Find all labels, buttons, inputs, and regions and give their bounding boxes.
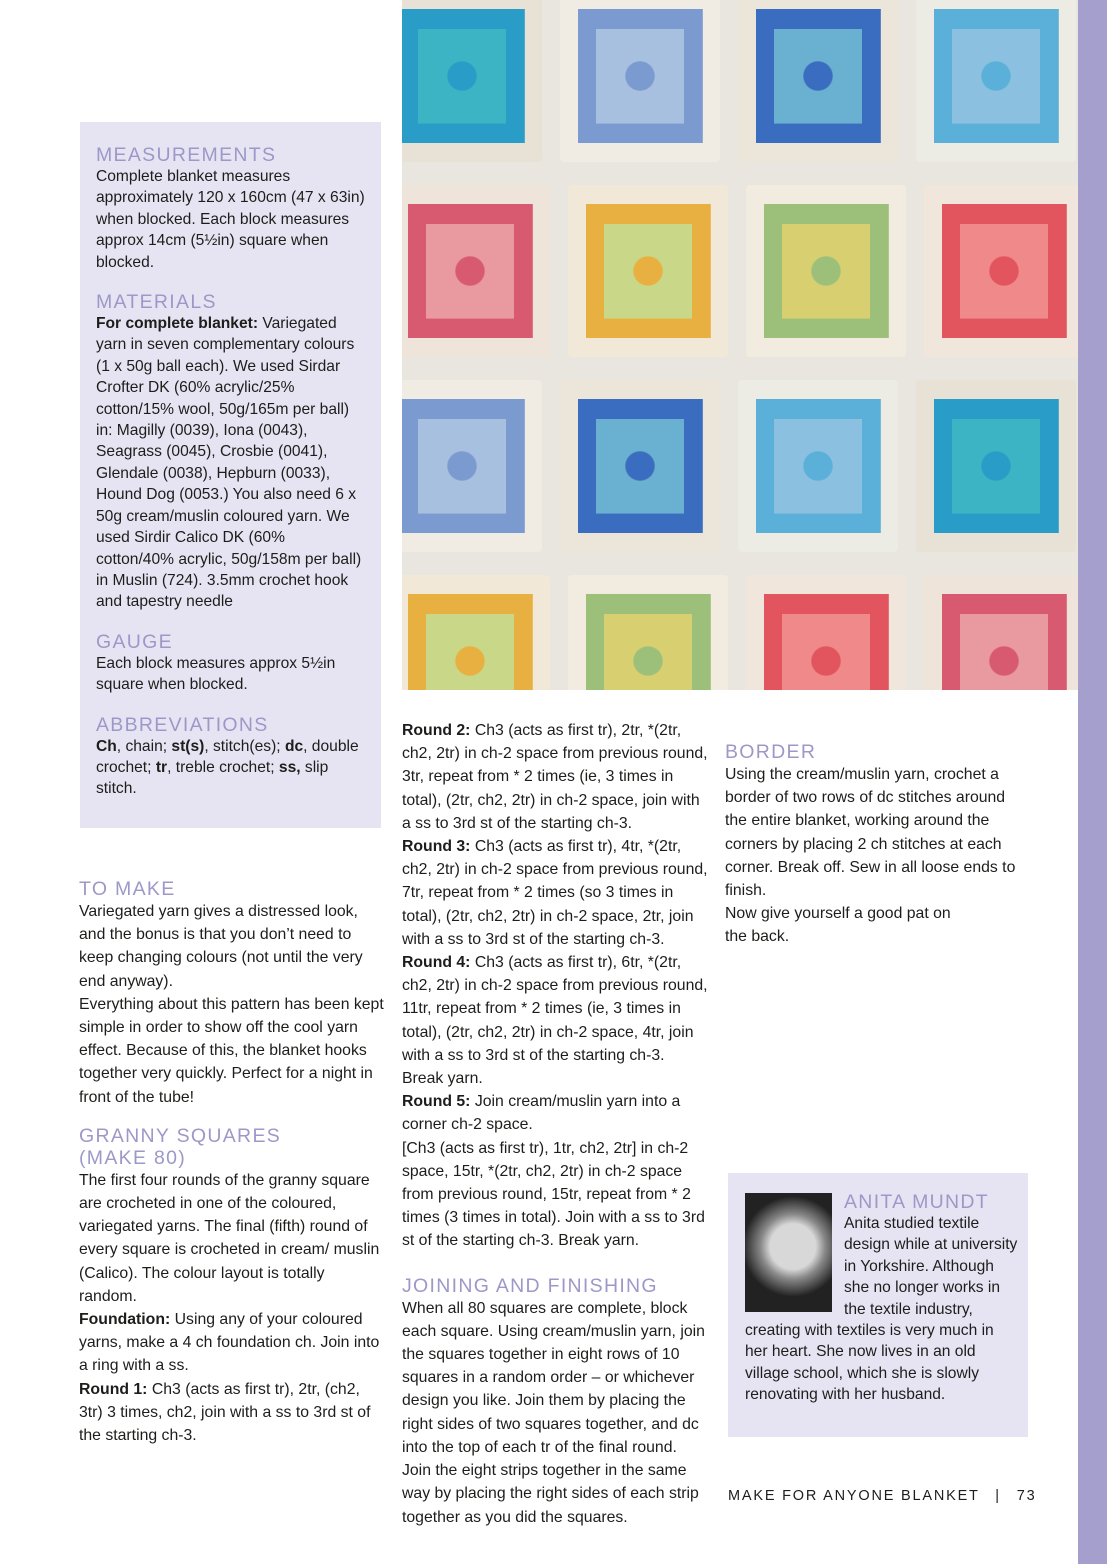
granny-square xyxy=(568,575,728,690)
column-2 xyxy=(402,719,708,1529)
granny-square xyxy=(402,575,550,690)
footer-title: MAKE FOR ANYONE BLANKET xyxy=(728,1488,980,1504)
granny-square xyxy=(746,575,906,690)
to-make-p1: Variegated yarn gives a distressed look, and the bonus is that you don’t need to keep changing colours (not until the very end anyway). xyxy=(79,903,363,990)
granny-square xyxy=(560,0,720,162)
page-number: 73 xyxy=(1016,1488,1037,1504)
step-round-1 xyxy=(79,1378,385,1448)
materials-heading: MATERIALS xyxy=(96,291,217,314)
abbr: dc xyxy=(284,737,304,755)
border-p2: Now give yourself a good pat on the back. xyxy=(725,905,951,946)
footer-separator: | xyxy=(995,1488,1001,1504)
granny-square xyxy=(402,380,542,552)
step-label: Round 5: xyxy=(402,1093,471,1111)
granny-squares-photo xyxy=(402,0,1078,690)
granny-square xyxy=(924,575,1078,690)
designer-name: ANITA MUNDT xyxy=(844,1191,990,1213)
measurements-text: Complete blanket measures approximately 120 x 160cm (47 x 63in) when blocked. Each block measures approx 14cm (5½in) square when blocked. xyxy=(96,168,365,271)
gauge-text: Each block measures approx 5½in square when blocked. xyxy=(96,654,336,694)
materials-body: Variegated yarn in seven complementary colours (1 x 50g ball each). We used Sirdar Crofter DK (60% acrylic/25% cotton/15% wool, 50g/165m per ball) in: Magilly (0039), Iona (0043), Seagrass (0045), Crosbie (0041), Glendale (0038), Hepburn (0033), Hound Dog (0053.) You also need 6 x 50g cream/muslin coloured yarn. We used Sirdir Calico DK (60% cotton/40% acrylic, 50g/158m per ball) in Muslin (724). 3.5mm crochet hook and tapestry needle xyxy=(96,315,362,611)
abbr: ss, xyxy=(278,758,301,776)
page-edge-color-bar xyxy=(1078,0,1107,1564)
abbr-def: , chain; xyxy=(116,737,172,755)
abbreviations-heading: ABBREVIATIONS xyxy=(96,713,269,736)
round-5-continued: [Ch3 (acts as first tr), 1tr, ch2, 2tr] in ch-2 space, 15tr, *(2tr, ch2, 2tr) in ch-2 space from previous round, 15tr, repeat from * 2 times (3 times in total). Join with a ss to 3rd st of the starting ch-3. Break yarn. xyxy=(402,1139,705,1250)
abbr-def: , double crochet; xyxy=(96,737,359,776)
abbr-def: , stitch(es); xyxy=(204,737,285,755)
step-round-2 xyxy=(402,719,708,835)
granny-square xyxy=(738,380,898,552)
abbr: Ch xyxy=(96,737,117,755)
step-text: Ch3 (acts as first tr), 2tr, *(2tr, ch2, 2tr) in ch-2 space from previous round, 3tr, repeat from * 2 times (ie, 3 times in total), (2tr, ch2, 2tr) in ch-2 space, join with a ss to 3rd st of the starting ch-3. xyxy=(402,722,708,832)
step-text: Ch3 (acts as first tr), 6tr, *(2tr, ch2, 2tr) in ch-2 space from previous round, 11tr, repeat from * 2 times (ie, 3 times in total), (2tr, ch2, 2tr) in ch-2 space, 4tr, join with a ss to 3rd st of the starting ch-3. Break yarn. xyxy=(402,954,708,1088)
gauge-heading: GAUGE xyxy=(96,630,173,653)
step-round-4 xyxy=(402,951,708,1090)
abbr: tr xyxy=(155,758,168,776)
step-foundation xyxy=(79,1308,385,1378)
granny-square xyxy=(402,0,542,162)
column-3 xyxy=(725,719,1025,949)
abbr-def: , treble crochet; xyxy=(167,758,279,776)
measurements-heading: MEASUREMENTS xyxy=(96,144,277,166)
step-label: Round 4: xyxy=(402,954,471,972)
step-label: Foundation: xyxy=(79,1311,171,1329)
step-label: Round 2: xyxy=(402,722,471,739)
granny-heading: GRANNY SQUARES (MAKE 80) xyxy=(79,1124,282,1169)
designer-bio-box xyxy=(728,1173,1028,1437)
granny-square xyxy=(738,0,898,162)
granny-square xyxy=(568,185,728,357)
to-make-heading: TO MAKE xyxy=(79,878,176,900)
to-make-p2: Everything about this pattern has been kept simple in order to show off the cool yarn effect. Because of this, the blanket hooks together very quickly. Perfect for a night in front of the tube! xyxy=(79,995,384,1106)
joining-text: When all 80 squares are complete, block each square. Using cream/muslin yarn, join the squares together in eight rows of 10 squares in a random order – or whichever design you like. Join them by placing the right sides of two squares together, and dc into the top of each tr of the final round. Join the eight strips together in the same way by placing the right sides of each strip together as you did the squares. xyxy=(402,1299,705,1526)
step-text: Using any of your coloured yarns, make a 4 ch foundation ch. Join into a ring with a ss. xyxy=(79,1311,380,1375)
abbr-def: slip stitch. xyxy=(96,758,329,798)
granny-square xyxy=(560,380,720,552)
materials-text xyxy=(96,313,367,613)
granny-square xyxy=(402,185,550,357)
materials-lead: For complete blanket: xyxy=(96,315,259,333)
step-label: Round 3: xyxy=(402,838,471,856)
abbr: st(s) xyxy=(171,737,205,755)
pattern-info-box xyxy=(80,122,381,828)
step-label: Round 1: xyxy=(79,1380,148,1398)
column-1 xyxy=(79,878,385,1447)
border-heading: BORDER xyxy=(725,741,817,763)
page-footer xyxy=(728,1488,1036,1504)
joining-heading: JOINING AND FINISHING xyxy=(402,1274,658,1297)
border-p1: Using the cream/muslin yarn, crochet a border of two rows of dc stitches around the entire blanket, working around the corners by placing 2 ch stitches at each corner. Break off. Sew in all loose ends to finish. xyxy=(725,766,1016,900)
granny-square xyxy=(924,185,1078,357)
granny-square xyxy=(916,0,1076,162)
step-round-3 xyxy=(402,835,708,951)
abbreviations-text xyxy=(96,736,367,800)
step-text: Ch3 (acts as first tr), 2tr, (ch2, 3tr) 3 times, ch2, join with a ss to 3rd st of the starting ch-3. xyxy=(79,1380,371,1445)
granny-square xyxy=(916,380,1076,552)
designer-portrait xyxy=(745,1193,832,1312)
granny-square xyxy=(746,185,906,357)
designer-bio-text: Anita studied textile design while at university in Yorkshire. Although she no longer works in the textile industry, creating with textiles is very much in her heart. She now lives in an old village school, which she is slowly renovating with her husband. xyxy=(745,1215,1018,1404)
step-text: Join cream/muslin yarn into a corner ch-2 space. xyxy=(402,1093,681,1134)
granny-intro: The first four rounds of the granny square are crocheted in one of the coloured, variegated yarns. The final (fifth) round of every square is crocheted in cream/ muslin (Calico). The colour layout is totally random. xyxy=(79,1171,380,1305)
step-round-5 xyxy=(402,1090,708,1136)
step-text: Ch3 (acts as first tr), 4tr, *(2tr, ch2, 2tr) in ch-2 space from previous round, 7tr, repeat from * 2 times (so 3 times in total), (2tr, ch2, 2tr) in ch-2 space, 2tr, join with a ss to 3rd st of the starting ch-3. xyxy=(402,838,708,948)
